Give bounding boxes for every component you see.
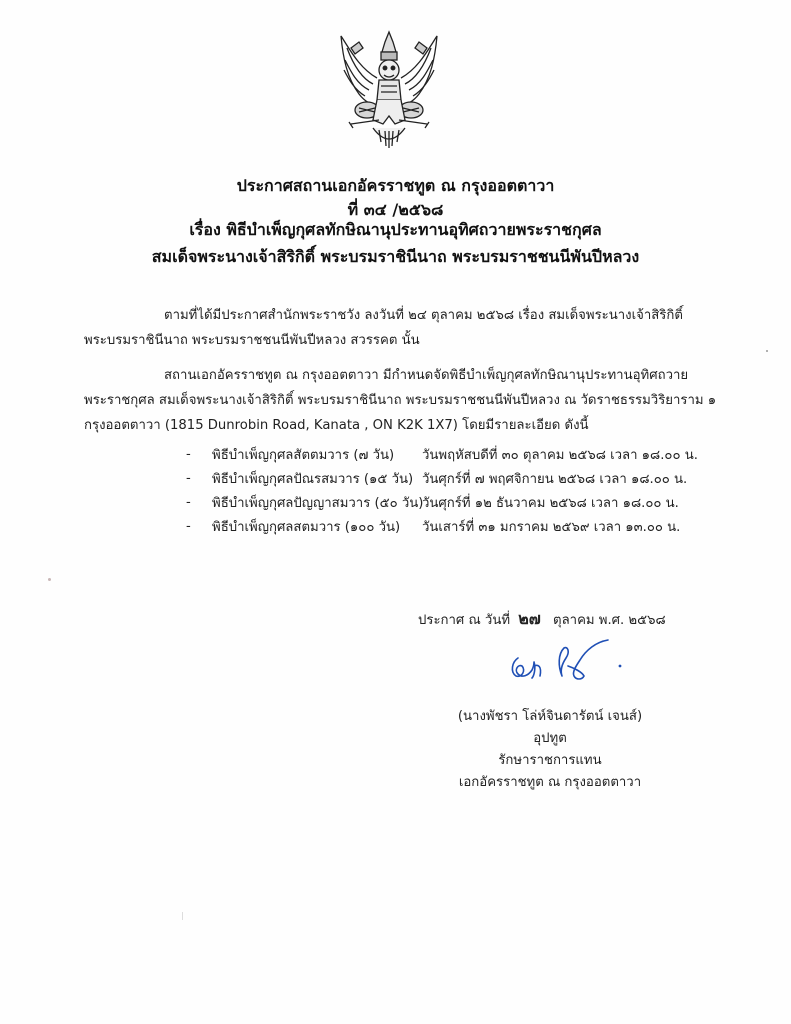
announcement-date-prefix: ประกาศ ณ วันที่ [418, 613, 511, 628]
ceremony-datetime: วันเสาร์ที่ ๓๑ มกราคม ๒๕๖๙ เวลา ๑๓.๐๐ น. [422, 519, 681, 535]
subject-line-1: เรื่อง พิธีบำเพ็ญกุศลทักษิณานุประทานอุทิศถวายพระราชกุศล [189, 220, 602, 239]
ceremony-schedule [186, 442, 726, 538]
scan-speck [766, 350, 768, 352]
ceremony-name: พิธีบำเพ็ญกุศลปัญญาสมวาร (๕๐ วัน) [212, 495, 424, 511]
bullet-dash: - [186, 470, 191, 486]
scan-speck [182, 912, 183, 920]
ceremony-datetime: วันศุกร์ที่ ๗ พฤศจิกายน ๒๕๖๘ เวลา ๑๘.๐๐ น. [422, 471, 688, 487]
scan-speck [48, 578, 51, 581]
schedule-row [186, 466, 726, 490]
paragraph-2-line-3: กรุงออตตาวา (1815 Dunrobin Road, Kanata , ON K2K 1X7) โดยมีรายละเอียด ดังนี้ [84, 418, 589, 433]
schedule-row [186, 514, 726, 538]
paragraph-1-line-2: พระบรมราชินีนาถ พระบรมราชชนนีพันปีหลวง สวรรคต นั้น [84, 333, 420, 348]
signatory-position: อุปทูต [533, 731, 567, 746]
signatory-name: (นางพัชรา โล่ห์จินดารัตน์ เจนส์) [457, 709, 643, 724]
schedule-row [186, 490, 726, 514]
subject-line-2: สมเด็จพระนางเจ้าสิริกิติ์ พระบรมราชินีนาถ พระบรมราชชนนีพันปีหลวง [151, 247, 640, 266]
signatory-office: เอกอัครราชทูต ณ กรุงออตตาวา [458, 775, 642, 790]
schedule-row [186, 442, 726, 466]
announcement-number: ที่ ๓๔ /๒๕๖๘ [347, 200, 444, 219]
ceremony-name: พิธีบำเพ็ญกุศลสตมวาร (๑๐๐ วัน) [212, 519, 401, 535]
paragraph-2-line-1: สถานเอกอัครราชทูต ณ กรุงออตตาวา มีกำหนดจัดพิธีบำเพ็ญกุศลทักษิณานุประทานอุทิศถวาย [164, 368, 689, 383]
ceremony-datetime: วันศุกร์ที่ ๑๒ ธันวาคม ๒๕๖๘ เวลา ๑๘.๐๐ น. [422, 495, 679, 511]
announcement-day: ๒๗ [518, 609, 541, 628]
signatory-block [440, 706, 660, 794]
signatory-acting: รักษาราชการแทน [498, 753, 602, 768]
ceremony-name: พิธีบำเพ็ญกุศลปัณรสมวาร (๑๕ วัน) [212, 471, 414, 487]
signature-icon [500, 636, 630, 684]
announcement-title: ประกาศสถานเอกอัครราชทูต ณ กรุงออตตาวา [236, 176, 555, 195]
garuda-emblem-icon [329, 28, 449, 150]
ceremony-datetime: วันพฤหัสบดีที่ ๓๐ ตุลาคม ๒๕๖๘ เวลา ๑๘.๐๐ น. [422, 447, 698, 463]
paragraph-1-line-1: ตามที่ได้มีประกาศสำนักพระราชวัง ลงวันที่ ๒๔ ตุลาคม ๒๕๖๘ เรื่อง สมเด็จพระนางเจ้าสิริกิติ์ [164, 308, 683, 323]
announcement-month-year: ตุลาคม พ.ศ. ๒๕๖๘ [553, 613, 666, 628]
ceremony-name: พิธีบำเพ็ญกุศลสัตตมวาร (๗ วัน) [212, 447, 395, 463]
bullet-dash: - [186, 494, 191, 510]
bullet-dash: - [186, 446, 191, 462]
announcement-date [418, 607, 666, 632]
bullet-dash: - [186, 518, 191, 534]
paragraph-2-line-2: พระราชกุศล สมเด็จพระนางเจ้าสิริกิติ์ พระบรมราชินีนาถ พระบรมราชชนนีพันปีหลวง ณ วัดราชธรรมวิริยาราม ๑ [84, 393, 717, 408]
